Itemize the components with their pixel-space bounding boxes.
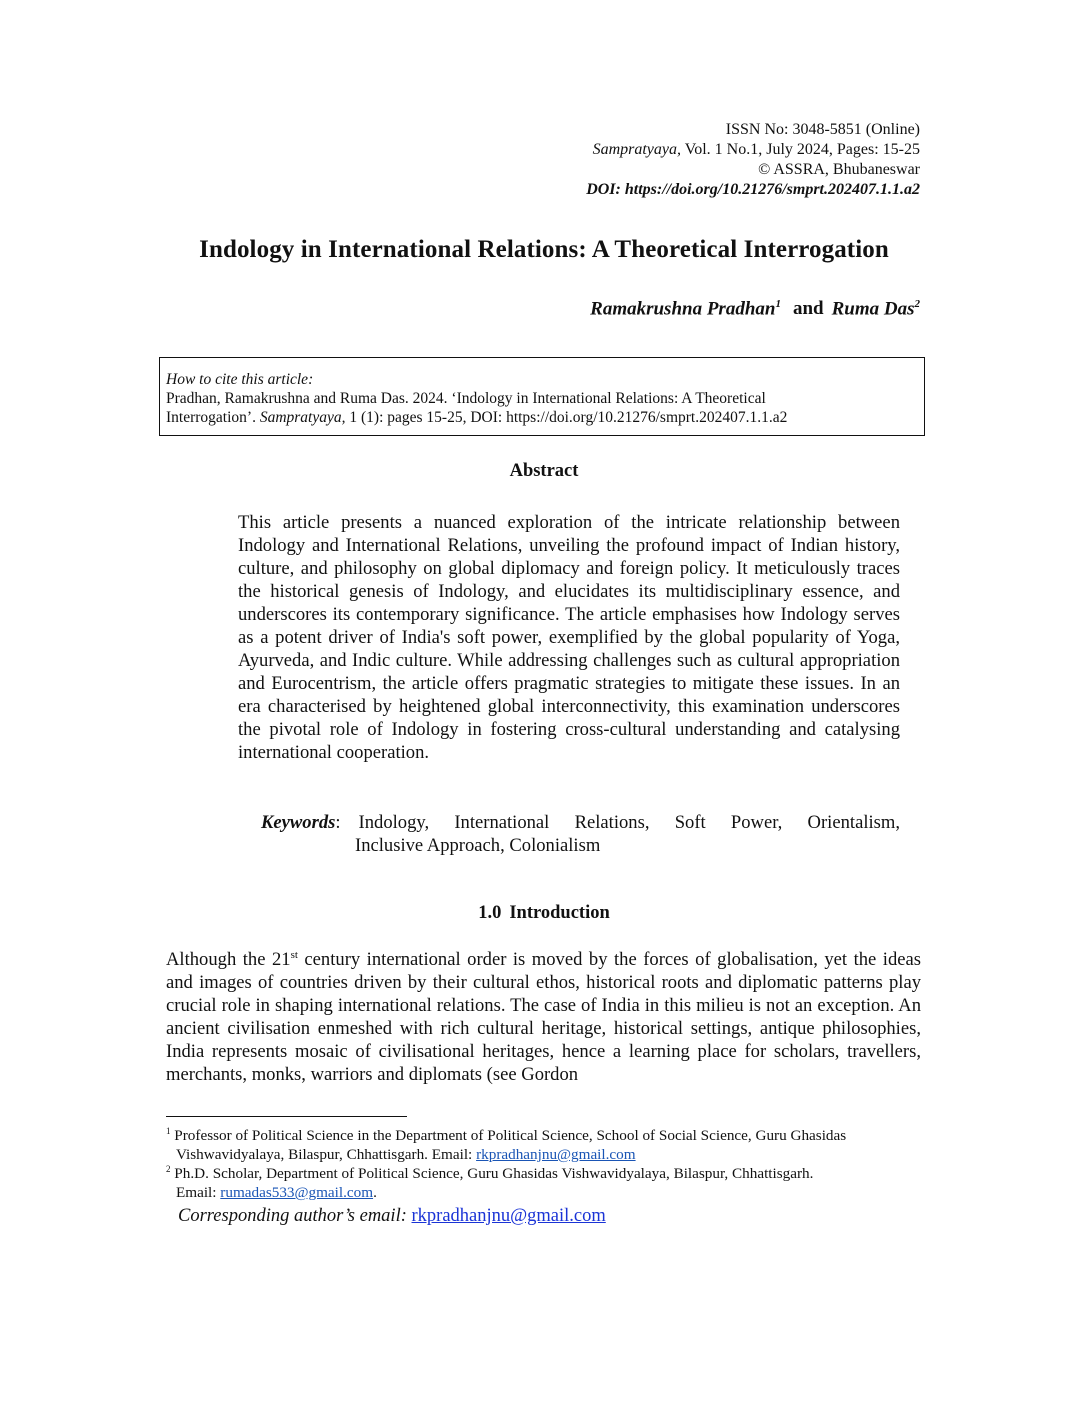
citation-line-1: Pradhan, Ramakrushna and Ruma Das. 2024. ‘Indology in International Relations: A Theoretical (166, 390, 766, 407)
footnote-1 (166, 1126, 926, 1145)
section-number: 1.0 (478, 903, 502, 923)
keywords-label-wrap (261, 811, 341, 834)
footnote-2-cont (176, 1183, 926, 1202)
section-title: Introduction (509, 903, 610, 923)
keywords-row (261, 811, 900, 834)
keywords-line-1: Indology, International Relations, Soft Power, Orientalism, (358, 812, 900, 833)
keywords-colon: : (335, 812, 341, 833)
footnote-1-text2: Vishwavidyalaya, Bilaspur, Chhattisgarh. Email: (176, 1146, 477, 1163)
footnote-1-cont (176, 1145, 926, 1164)
author-conjunction: and (792, 298, 824, 320)
section-heading (0, 903, 1088, 924)
citation-box (159, 357, 925, 436)
corresponding-label: Corresponding author’s email: (178, 1206, 412, 1226)
keywords (261, 811, 900, 857)
citation-line-2b: 1 (1): pages 15-25, DOI: https://doi.org/10.21276/smprt.202407.1.1.a2 (345, 409, 788, 426)
footnote-rule (166, 1116, 407, 1117)
journal-volume (586, 140, 920, 160)
paper-title: Indology in International Relations: A Theoretical Interrogation (199, 236, 889, 263)
footnote-2-mark: 2 (166, 1163, 171, 1174)
journal-metadata (586, 120, 920, 200)
journal-name: Sampratyaya, (592, 141, 682, 158)
footnote-2-text: Ph.D. Scholar, Department of Political Science, Guru Ghasidas Vishwavidyalaya, Bilaspur, Chhattisgarh. (170, 1165, 814, 1182)
keywords-label: Keywords (261, 812, 336, 833)
author-1-sup: 1 (775, 298, 781, 310)
abstract-heading: Abstract (509, 461, 579, 481)
corresponding-email-link[interactable]: rkpradhanjnu@gmail.com (411, 1206, 606, 1226)
footnote-2 (166, 1164, 926, 1183)
footnote-2-end: . (373, 1184, 377, 1201)
intro-text-a: Although the 21 (166, 949, 291, 970)
footnote-1-email-link[interactable]: rkpradhanjnu@gmail.com (476, 1146, 636, 1163)
footnotes (166, 1126, 926, 1202)
citation-heading: How to cite this article: (166, 371, 314, 388)
intro-sup: st (290, 948, 298, 961)
footnote-1-text: Professor of Political Science in the Department of Political Science, School of Social Science, Guru Ghasidas (170, 1127, 847, 1144)
abstract-text: This article presents a nuanced exploration of the intricate relationship between Indology and International Relations, unveiling the profound impact of Indian history, culture, and philosophy on global diplomacy and foreign policy. It meticulously traces the historical genesis of Indology, and elucidates its multidisciplinary essence, and underscores its contemporary significance. The article emphasises how Indology serves as a potent driver of India's soft power, exemplified by the global popularity of Yoga, Ayurveda, and Indic culture. While addressing challenges such as cultural appropriation and Eurocentrism, the article offers pragmatic strategies to mitigate these issues. In an era characterised by heightened global interconnectivity, this examination underscores the pivotal role of Indology in fostering cross-cultural understanding and catalysing international cooperation. (238, 512, 900, 763)
corresponding-author (178, 1206, 606, 1227)
publisher: © ASSRA, Bhubaneswar (758, 161, 920, 178)
citation-journal: Sampratyaya, (259, 409, 346, 426)
footnote-2-text2: Email: (176, 1184, 221, 1201)
author-1: Ramakrushna Pradhan (590, 298, 776, 320)
author-2: Ruma Das (831, 298, 915, 320)
author-line (590, 298, 920, 320)
citation-line-2a: Interrogation’. (166, 409, 260, 426)
volume-pages: Vol. 1 No.1, July 2024, Pages: 15-25 (681, 141, 920, 158)
doi: DOI: https://doi.org/10.21276/smprt.202407.1.1.a2 (586, 181, 920, 198)
citation-line-2 (166, 408, 918, 427)
footnote-2-email-link[interactable]: rumadas533@gmail.com (220, 1184, 374, 1201)
author-2-sup: 2 (914, 298, 920, 310)
issn: ISSN No: 3048-5851 (Online) (725, 121, 920, 138)
keywords-line-2: Inclusive Approach, Colonialism (355, 835, 601, 856)
intro-text-b: century international order is moved by the forces of globalisation, yet the ideas and images of countries driven by their cultural ethos, historical roots and diplomatic patterns play crucial role in shaping international relations. The case of India in this milieu is not an exception. An ancient civilisation enmeshed with rich cultural heritage, historical settings, antique philosophies, India represents mosaic of civilisational heritages, hence a learning place for scholars, travellers, merchants, monks, warriors and diplomats (see Gordon (166, 949, 922, 1085)
introduction-text (166, 948, 921, 1086)
footnote-1-mark: 1 (166, 1125, 171, 1136)
